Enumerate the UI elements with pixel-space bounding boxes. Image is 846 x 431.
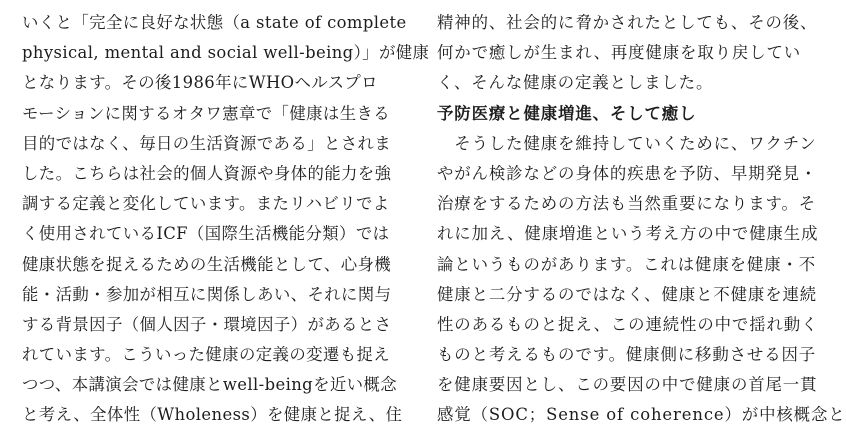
section-heading: 予防医療と健康増進、そして癒し <box>437 103 697 123</box>
text-line: 能・活動・参加が相互に関係しあい、それに関与 <box>22 284 392 304</box>
text-line: 何かで癒しが生まれ、再度健康を取り戻してい <box>437 43 802 63</box>
text-line: 健康状態を捉えるための生活機能として、心身機 <box>22 254 392 274</box>
text-line: する背景因子（個人因子・環境因子）があるとさ <box>22 314 392 334</box>
text-line: れています。こういった健康の定義の変遷も捉え <box>22 345 391 365</box>
text-line: 論というものがあります。これは健康を健康・不 <box>437 254 817 274</box>
text-line: いくと「完全に良好な状態（a state of complete <box>22 13 407 32</box>
text-line: モーションに関するオタワ憲章で「健康は生きる <box>22 103 391 123</box>
text-line: となります。その後1986年にWHOヘルスプロ <box>22 73 378 93</box>
text-line: れに加え、健康増進という考え方の中で健康生成 <box>437 224 819 244</box>
text-line: く、そんな健康の定義としました。 <box>437 73 714 93</box>
text-line: やがん検診などの身体的疾患を予防、早期発見・ <box>437 163 818 183</box>
text-line: 調する定義と変化しています。またリハビリでよ <box>22 194 390 214</box>
text-line: した。こちらは社会的個人資源や身体的能力を強 <box>22 163 392 183</box>
text-line: 健康と二分するのではなく、健康と不健康を連続 <box>437 284 818 304</box>
right-column <box>437 8 846 431</box>
text-line: く使用されているICF（国際生活機能分類）では <box>22 224 390 244</box>
text-line: を健康要因とし、この要因の中で健康の首尾一貫 <box>437 375 818 395</box>
text-line: そうした健康を維持していくために、ワクチン <box>437 133 817 153</box>
text-line: 目的ではなく、毎日の生活資源である」とされま <box>22 133 392 153</box>
text-line: 性のあるものと捉え、この連続性の中で揺れ動く <box>437 314 819 334</box>
left-column <box>22 8 430 431</box>
text-line: 精神的、社会的に脅かされたとしても、その後、 <box>437 13 818 32</box>
text-line: と考え、全体性（Wholeness）を健康と捉え、住 <box>22 405 403 425</box>
text-line: ものと考えるものです。健康側に移動させる因子 <box>437 345 817 365</box>
text-line: 感覚（SOC；Sense of coherence）が中核概念と <box>437 405 846 425</box>
text-line: つつ、本講演会では健康とwell-beingを近い概念 <box>22 375 398 395</box>
text-line: physical, mental and social well-being）」が健康 <box>22 43 430 63</box>
text-line: 治療をするための方法も当然重要になります。そ <box>437 194 817 214</box>
